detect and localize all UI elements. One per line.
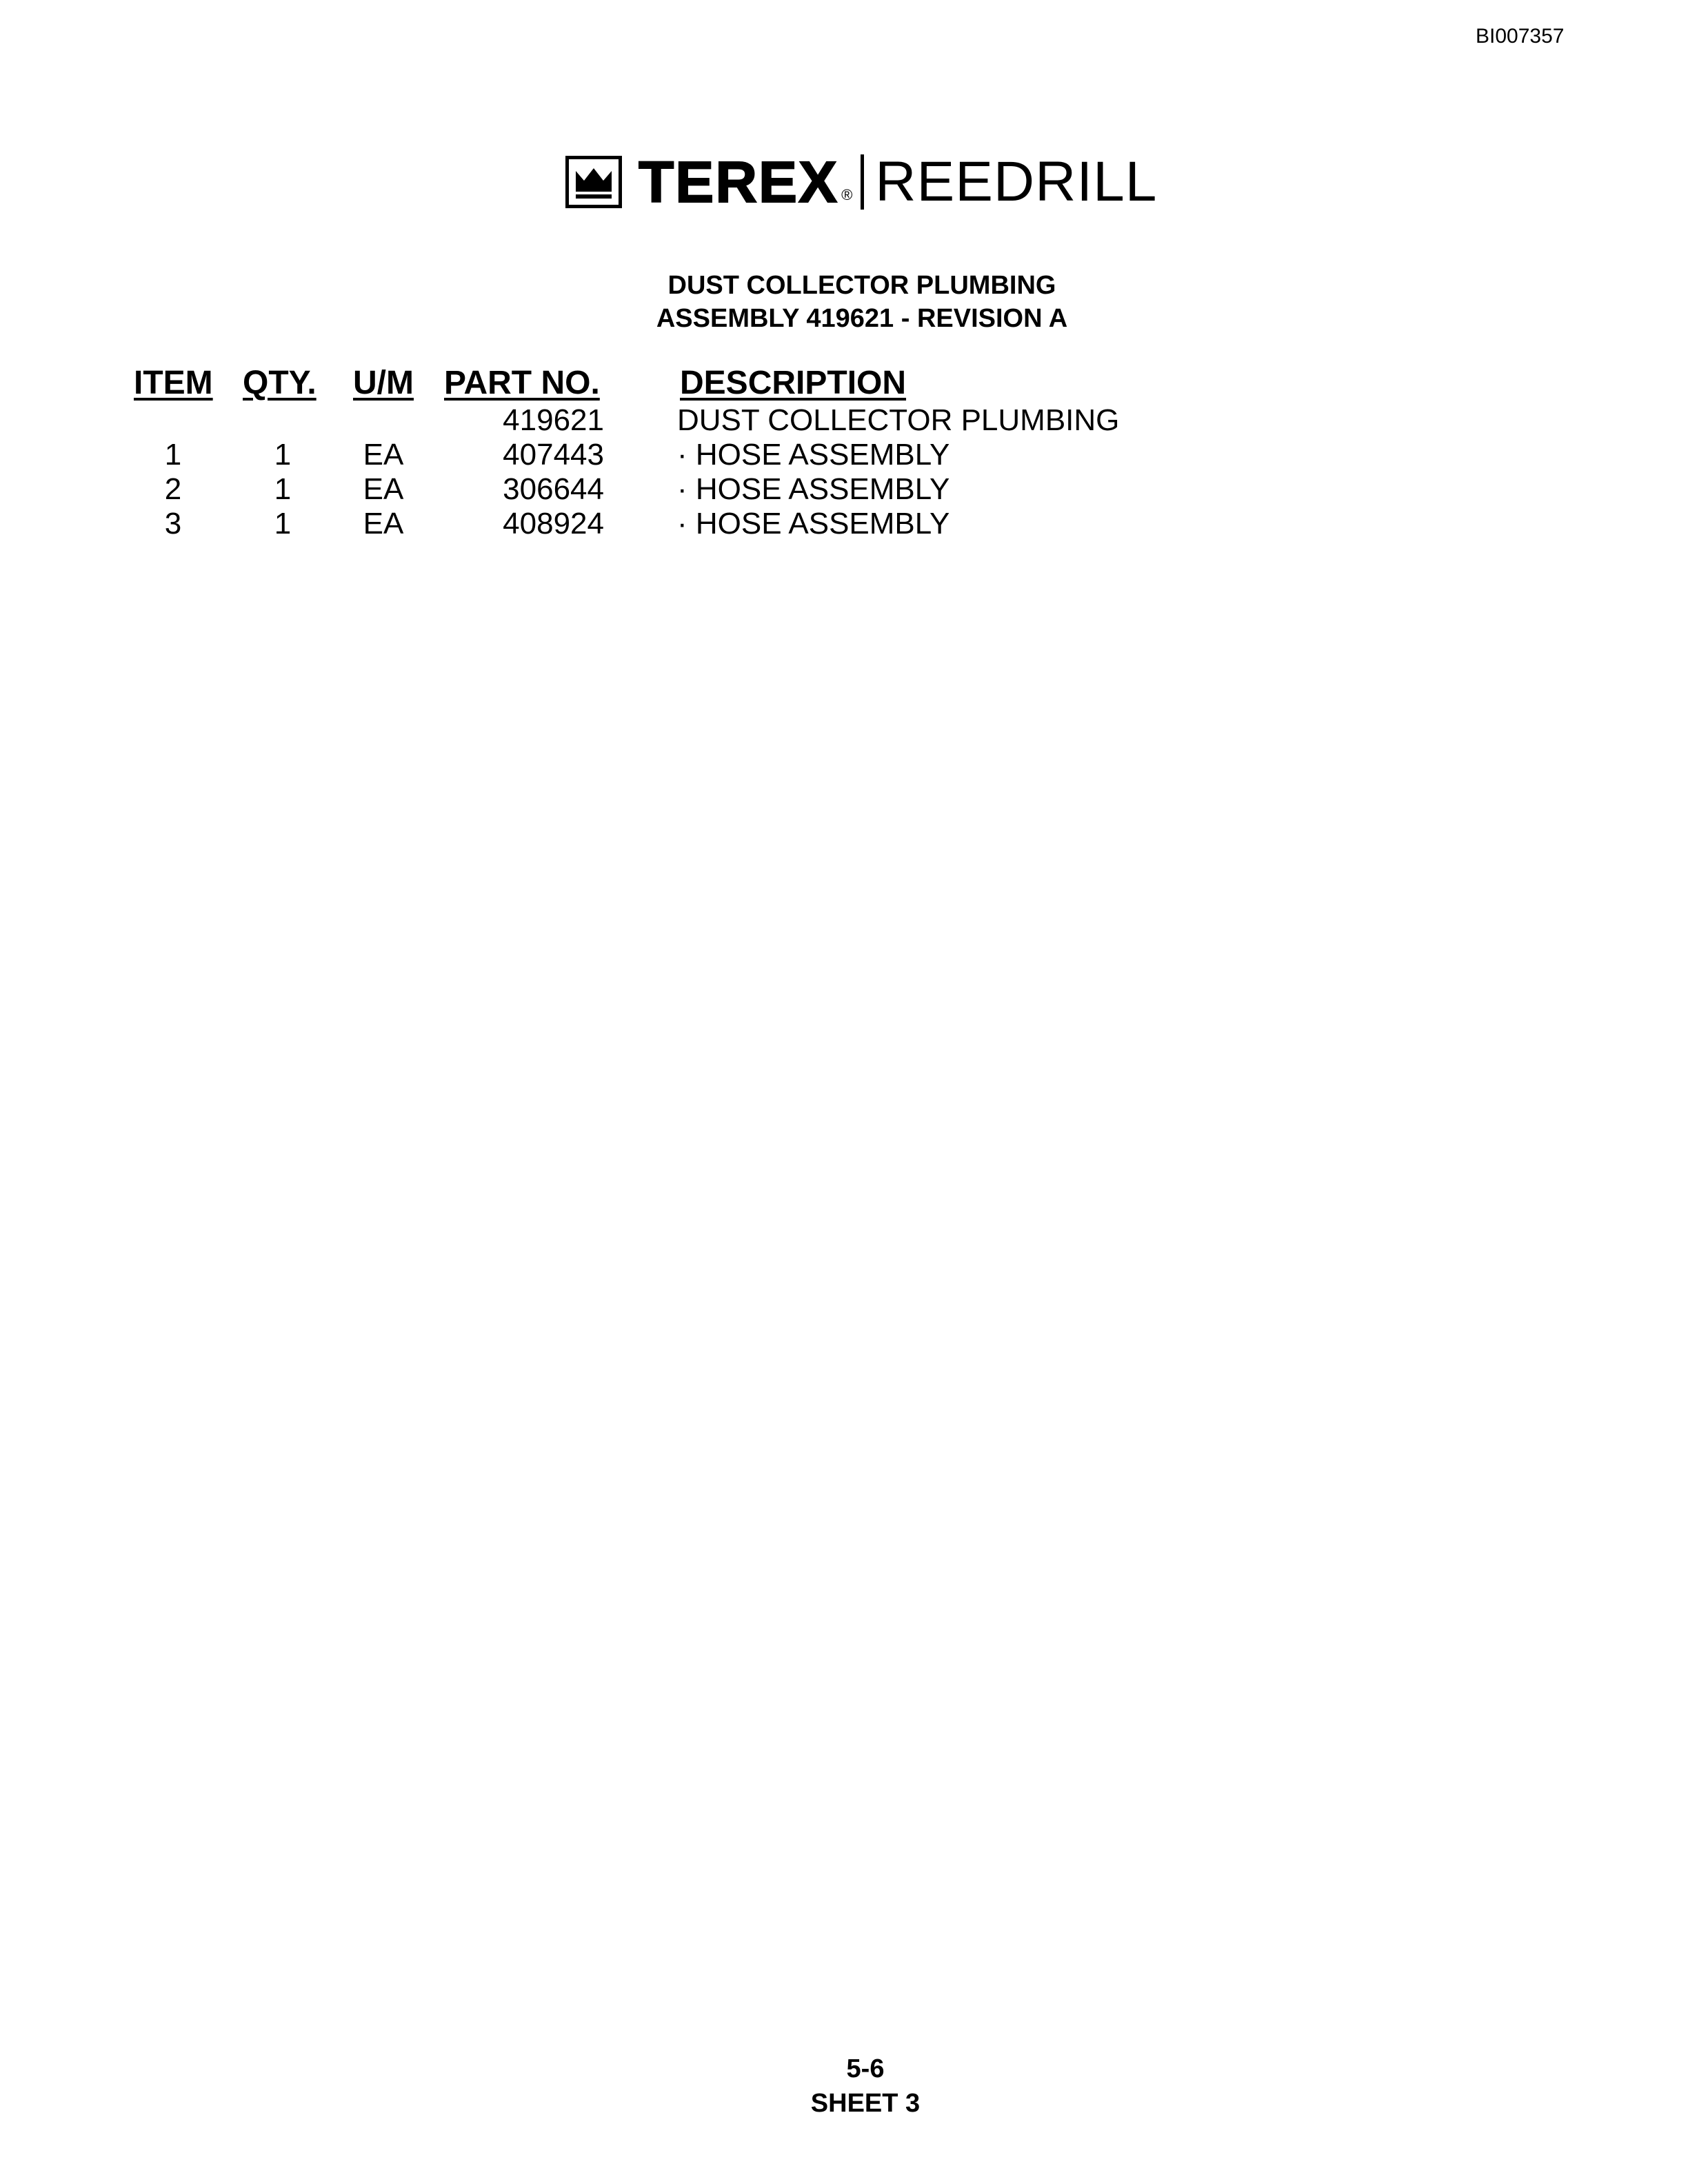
logo-divider bbox=[861, 154, 864, 210]
terex-reedrill-logo bbox=[565, 150, 1158, 214]
row-2-um: EA bbox=[363, 472, 404, 506]
row-3-um: EA bbox=[363, 507, 404, 540]
header-qty: QTY. bbox=[243, 365, 316, 401]
row-1-qty: 1 bbox=[274, 438, 292, 472]
header-um: U/M bbox=[353, 365, 414, 401]
logo-brand-text: TEREX bbox=[639, 150, 839, 214]
row-1-description: · HOSE ASSEMBLY bbox=[677, 438, 950, 472]
logo-product-text: REEDRILL bbox=[875, 150, 1158, 213]
header-part-no: PART NO. bbox=[444, 365, 600, 401]
row-3-qty: 1 bbox=[274, 507, 292, 540]
row-2-qty: 1 bbox=[274, 472, 292, 506]
document-title bbox=[0, 269, 1688, 335]
row-2-description: · HOSE ASSEMBLY bbox=[677, 472, 950, 506]
sheet-label: SHEET 3 bbox=[810, 2089, 921, 2118]
row-3-item: 3 bbox=[164, 507, 182, 540]
row-3-part-no: 408924 bbox=[503, 507, 604, 540]
registered-mark: ® bbox=[841, 186, 853, 203]
row-2-part-no: 306644 bbox=[503, 472, 604, 506]
row-1-part-no: 407443 bbox=[503, 438, 604, 472]
row-1-item: 1 bbox=[164, 438, 182, 472]
title-line-1: DUST COLLECTOR PLUMBING bbox=[667, 271, 1056, 300]
page-number: 5-6 bbox=[846, 2054, 885, 2083]
header-item: ITEM bbox=[134, 365, 213, 401]
row-1-um: EA bbox=[363, 438, 404, 472]
page-footer bbox=[0, 2052, 1688, 2121]
row-3-description: · HOSE ASSEMBLY bbox=[677, 507, 950, 540]
document-id: BI007357 bbox=[1476, 25, 1565, 48]
header-description: DESCRIPTION bbox=[680, 365, 907, 401]
row-2-item: 2 bbox=[164, 472, 182, 506]
title-line-2: ASSEMBLY 419621 - REVISION A bbox=[656, 304, 1068, 333]
row-0-part-no: 419621 bbox=[503, 403, 604, 437]
row-0-description: DUST COLLECTOR PLUMBING bbox=[677, 403, 1120, 437]
terex-crown-icon bbox=[565, 156, 622, 208]
